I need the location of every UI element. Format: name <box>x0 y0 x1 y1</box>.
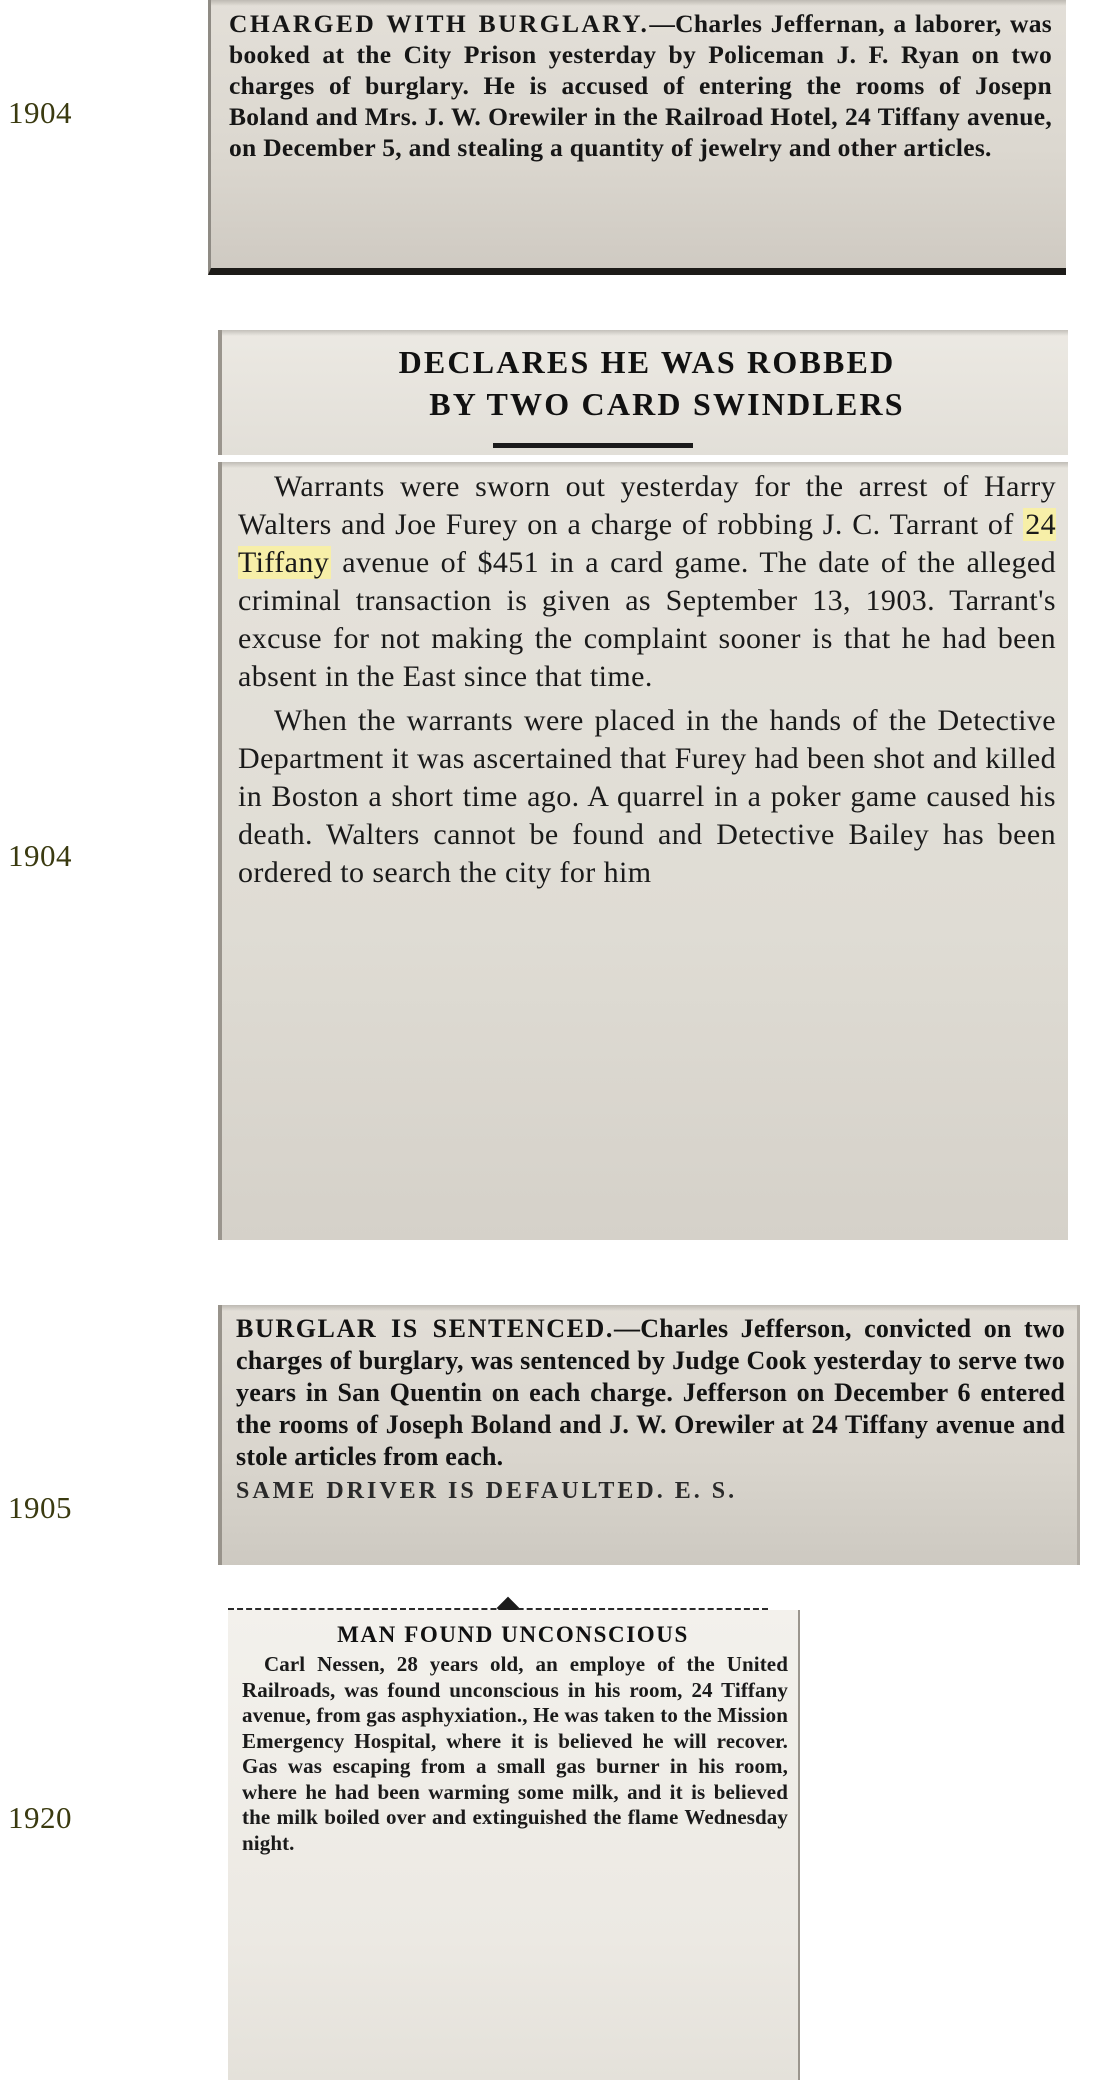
clipping-1904-charged-with-burglary <box>208 0 1066 275</box>
clipping-1904-card-swindlers <box>218 330 1068 1240</box>
year-label-1904-b: 1904 <box>8 838 72 873</box>
clipping-dash-1905: — <box>614 1314 641 1343</box>
clipping-body-text-1920 <box>228 1648 798 1856</box>
paragraph-2-text: When the warrants were placed in the hands of the Detective Department it was ascertained that Furey had been shot and killed in Boston a short time ago. A quarrel in a poker game caused his death. Walters cannot be found and Detective Bailey has been ordered to search the city for him <box>238 704 1056 889</box>
headline-rule <box>493 443 693 448</box>
clipping-body-text <box>211 0 1066 163</box>
headline-line-1: DECLARES HE WAS ROBBED <box>398 344 896 380</box>
clipping-body-text-1905 <box>222 1305 1077 1507</box>
clipping-body-block <box>218 462 1068 1240</box>
year-label-1904-a: 1904 <box>8 95 72 130</box>
clipping-dash: — <box>649 9 676 38</box>
clipping-1905-burglar-sentenced <box>218 1305 1080 1565</box>
clipping-next-headline-partial: SAME DRIVER IS DEFAULTED. E. S. <box>236 1478 738 1504</box>
clipping-text-1905: Charles Jefferson, convicted on two charges of burglary, was sentenced by Judge Cook yesterday to serve two years in San Quentin on each charge. Jefferson on December 6 entered the rooms of Joseph Boland and J. W. Orewiler at 24 Tiffany avenue and stole articles from each. <box>236 1314 1065 1471</box>
clipping-headline-block <box>218 330 1068 455</box>
search-highlight-24-tiffany: 24 Tiffany <box>238 508 1056 579</box>
paragraph-1-part-a: Warrants were sworn out yesterday for the arrest of Harry Walters and Joe Furey on a charge of robbing J. C. Tarrant of <box>238 470 1056 541</box>
clipping-lead-in: CHARGED WITH BURGLARY. <box>229 9 650 38</box>
headline-line-2: BY TWO CARD SWINDLERS <box>429 386 905 422</box>
clipping-1920-man-found-unconscious <box>228 1610 800 2080</box>
clipping-text: Charles Jeffernan, a laborer, was booked at the City Prison yesterday by Policeman J. F. Ryan on two charges of burglary. He is accused of entering the rooms of Josepn Boland and Mrs. J. W. Orewiler in the Railroad Hotel, 24 Tiffany avenue, on December 5, and stealing a quantity of jewelry and other articles. <box>229 9 1053 162</box>
year-label-1905: 1905 <box>8 1490 72 1525</box>
clipping-text-1920: Carl Nessen, 28 years old, an employe of the United Railroads, was found unconscious in his room, 24 Tiffany avenue, from gas asphyxiation., He was taken to the Mission Emergency Hospital, where it is believed he will recover. Gas was escaping from a small gas burner in his room, where he had been warming some milk, and it is believed the milk boiled over and extinguished the flame Wednesday night. <box>242 1652 788 1855</box>
headline-1920: MAN FOUND UNCONSCIOUS <box>337 1622 689 1647</box>
clipping-lead-in-1905: BURGLAR IS SENTENCED. <box>236 1314 615 1343</box>
paragraph-2 <box>222 696 1068 892</box>
paragraph-1-part-b: avenue of $451 in a card game. The date of the alleged criminal transaction is given as September 13, 1903. Tarrant's excuse for not making the complaint sooner is that he had been absent in the East since that time. <box>238 546 1056 693</box>
paragraph-1 <box>222 462 1068 696</box>
year-label-1920: 1920 <box>8 1800 72 1835</box>
